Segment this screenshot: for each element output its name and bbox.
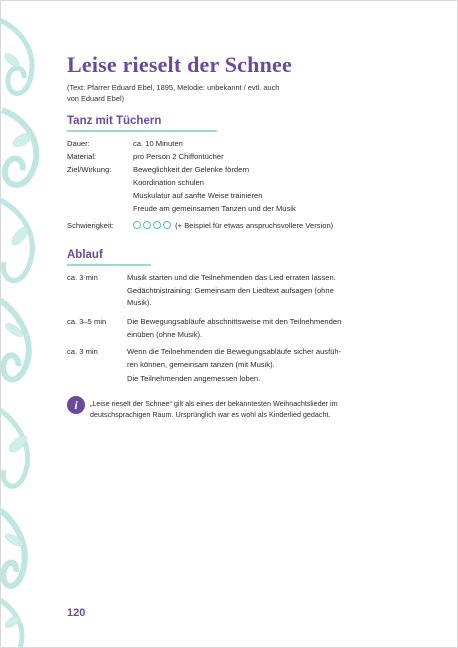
detail-value: ca. 10 Minuten [133, 139, 183, 148]
detail-label: Ziel/Wirkung: [67, 165, 112, 174]
section-heading-ablauf: Ablauf [67, 249, 103, 261]
step-line: Gedächtnistraining: Gemeinsam den Liedtext aufsagen (ohne [127, 285, 334, 295]
difficulty-note: (+ Beispiel für etwas anspruchsvollere Version) [175, 221, 334, 230]
difficulty-circle-icon [153, 221, 161, 229]
step-time: ca. 3 min [67, 273, 98, 282]
step-line: Wenn die Teilnehmenden die Bewegungsabläufe sicher ausfüh- [127, 347, 342, 356]
info-icon: i [67, 396, 85, 414]
step-line: Die Teilnehmenden angemessen loben. [127, 374, 261, 383]
section-rule [67, 264, 151, 266]
page-title: Leise rieselt der Schnee [67, 52, 292, 77]
source-line: (Text: Pfarrer Eduard Ebel, 1895, Melodie: unbekannt / evtl. auch [67, 83, 280, 92]
info-note [90, 398, 380, 420]
detail-value: pro Person 2 Chiffontücher [133, 152, 224, 161]
step-text [127, 272, 385, 310]
detail-value: Beweglichkeit der Gelenke fördern [133, 165, 250, 174]
difficulty-circle-icon [133, 221, 141, 229]
detail-value: Muskulatur auf sanfte Weise trainieren [133, 191, 263, 200]
floral-ornament [0, 0, 60, 648]
section-heading-tanz: Tanz mit Tüchern [67, 115, 162, 127]
difficulty-rating [133, 220, 333, 232]
step-text [127, 316, 385, 341]
step-time: ca. 3–5 min [67, 317, 107, 326]
detail-value: Freude am gemeinsamen Tanzen und der Musik [133, 204, 296, 213]
step-line: Musik starten und die Teilnehmenden das Lied erraten lassen. [127, 273, 336, 282]
page-number: 120 [67, 607, 86, 619]
step-line: Die Bewegungsabläufe abschnittsweise mit den Teilnehmenden [127, 317, 342, 326]
difficulty-circle-icon [143, 221, 151, 229]
difficulty-circle-icon [163, 221, 171, 229]
step-line: ren können, gemeinsam tanzen (mit Musik). [127, 359, 275, 369]
step-time: ca. 3 min [67, 347, 98, 356]
detail-label: Schwierigkeit: [67, 221, 114, 230]
difficulty-circles [133, 221, 173, 230]
detail-value: Koordination schulen [133, 178, 204, 187]
section-rule [67, 130, 217, 132]
info-line: „Leise rieselt der Schnee“ gilt als eines der bekanntesten Weihnachtslieder im [90, 399, 338, 408]
info-line: deutschsprachigen Raum. Ursprünglich war es wohl als Kinderlied gedacht. [90, 410, 331, 419]
song-source [67, 82, 337, 104]
detail-label: Dauer: [67, 139, 90, 148]
step-line: einüben (ohne Musik). [127, 329, 203, 339]
step-line: Musik). [127, 298, 152, 307]
detail-label: Material: [67, 152, 97, 161]
step-text [127, 346, 385, 386]
source-line: von Eduard Ebel) [67, 94, 125, 103]
